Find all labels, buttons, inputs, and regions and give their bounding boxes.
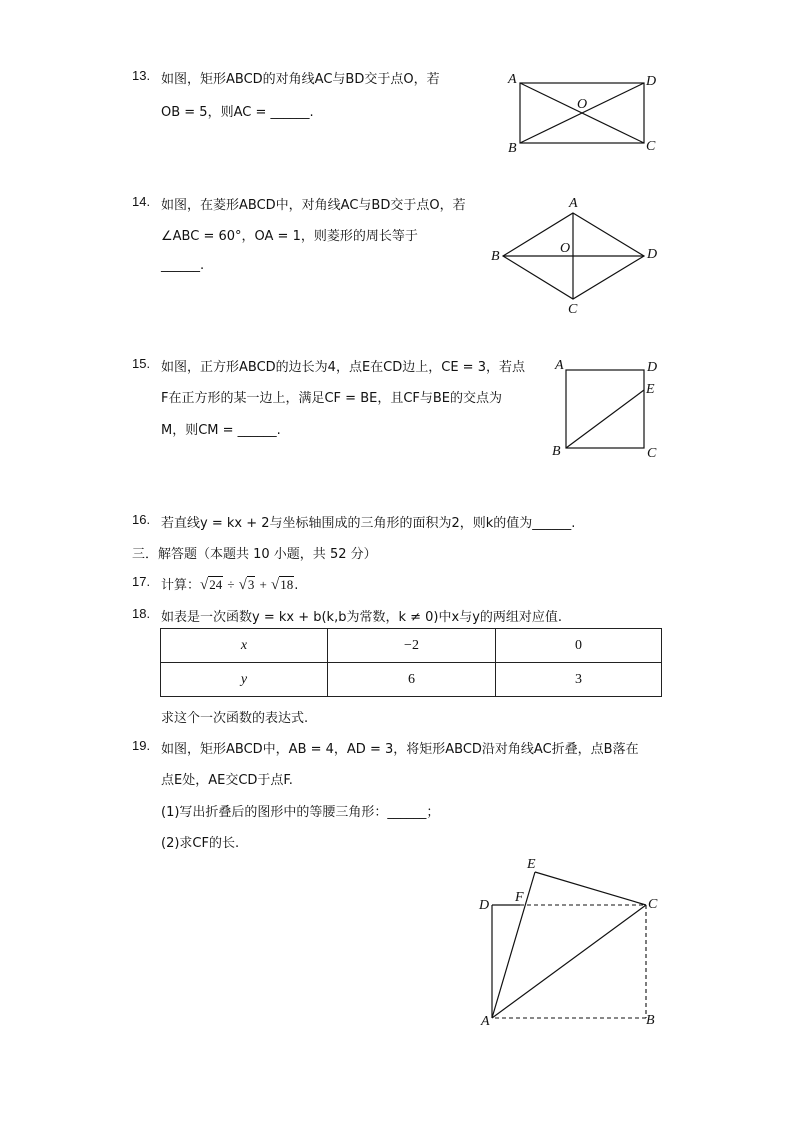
q17-radicand-1: 24 <box>209 577 223 592</box>
q16-number: 16. <box>132 512 151 527</box>
q13-label-c: C <box>646 139 656 154</box>
q17-plus-sign: + <box>259 577 267 592</box>
q19-label-c: C <box>648 897 658 912</box>
q18-text: 如表是一次函数y = kx + b(k,b为常数，k ≠ 0)中x与y的两组对应值. <box>161 610 563 625</box>
sqrt-sign: √ <box>238 577 247 593</box>
q16-text: 若直线y = kx + 2与坐标轴围成的三角形的面积为2，则k的值为______. <box>161 516 576 531</box>
sqrt-sign: √ <box>271 577 280 593</box>
q17-radicand-2: 3 <box>247 577 255 592</box>
q13-label-a: A <box>508 72 517 87</box>
q15-text-line2: F在正方形的某一边上，满足CF = BE，且CF与BE的交点为 <box>161 391 503 406</box>
q14-number: 14. <box>132 194 151 209</box>
q17-prefix: 计算： <box>161 578 201 593</box>
q13-label-o: O <box>577 97 588 112</box>
q18-number: 18. <box>132 606 151 621</box>
q13-number: 13. <box>132 68 151 83</box>
q17-end: . <box>294 578 299 593</box>
q15-label-a: A <box>555 358 564 373</box>
q17-radicand-3: 18 <box>280 577 294 592</box>
table-cell: x <box>161 629 328 663</box>
q13-label-b: B <box>508 141 517 156</box>
table-cell: 6 <box>328 663 496 697</box>
q15-text-line3: M，则CM = ______. <box>161 423 281 438</box>
q14-label-c: C <box>568 302 578 317</box>
q15-text-line1: 如图，正方形ABCD的边长为4，点E在CD边上，CE = 3，若点 <box>161 360 525 375</box>
q19-label-d: D <box>479 898 490 913</box>
q19-text-line2: 点E处，AE交CD于点F. <box>161 773 293 788</box>
q19-label-a: A <box>481 1014 490 1029</box>
q19-part1: (1)写出折叠后的图形中的等腰三角形：______； <box>161 805 440 820</box>
table-cell: 3 <box>496 663 662 697</box>
q13-label-d: D <box>646 74 657 89</box>
q13-text-line1: 如图，矩形ABCD的对角线AC与BD交于点O，若 <box>161 72 440 87</box>
q17-div-sign: ÷ <box>227 577 235 592</box>
q17-number: 17. <box>132 574 151 589</box>
q14-text-line1: 如图，在菱形ABCD中，对角线AC与BD交于点O，若 <box>161 198 466 213</box>
section-heading: 三．解答题（本题共 10 小题，共 52 分） <box>132 547 377 562</box>
q14-label-o: O <box>560 241 571 256</box>
q15-label-d: D <box>647 360 658 375</box>
sqrt-sign: √ <box>200 577 209 593</box>
q19-text-line1: 如图，矩形ABCD中，AB = 4，AD = 3，将矩形ABCD沿对角线AC折叠，点B落在 <box>161 742 639 757</box>
q14-label-b: B <box>491 249 500 264</box>
table-cell: −2 <box>328 629 496 663</box>
q14-label-a: A <box>569 196 578 211</box>
q19-number: 19. <box>132 738 151 753</box>
q15-number: 15. <box>132 356 151 371</box>
q15-label-e: E <box>646 382 655 397</box>
table-cell: 0 <box>496 629 662 663</box>
q19-label-e: E <box>527 857 536 872</box>
q15-label-b: B <box>552 444 561 459</box>
q18-instruction: 求这个一次函数的表达式. <box>161 711 309 726</box>
q19-label-f: F <box>515 890 524 905</box>
q19-part2: (2)求CF的长. <box>161 836 240 851</box>
q14-text-line3: ______. <box>161 258 205 273</box>
q14-label-d: D <box>647 247 658 262</box>
q15-label-c: C <box>647 446 657 461</box>
q13-text-line2: OB = 5，则AC = ______. <box>161 105 314 120</box>
q14-text-line2: ∠ABC = 60°，OA = 1，则菱形的周长等于 <box>161 229 418 244</box>
table-cell: y <box>161 663 328 697</box>
q19-label-b: B <box>646 1013 655 1028</box>
